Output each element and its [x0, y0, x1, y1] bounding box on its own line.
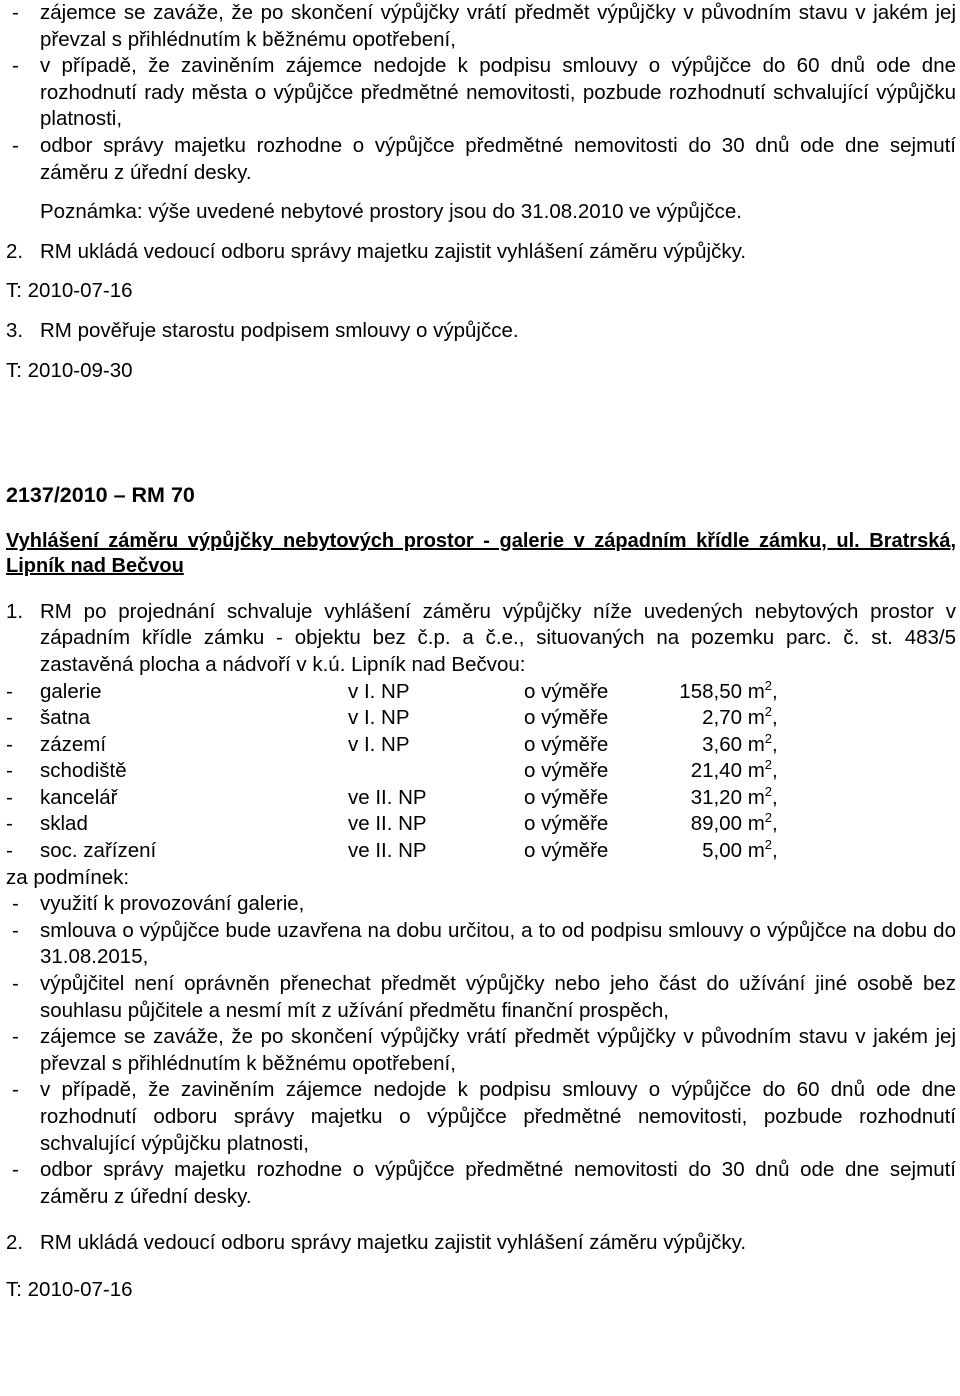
bullet-dash: -: [12, 918, 19, 942]
condition-text: smlouva o výpůjčce bude uzavřena na dobu určitou, a to od podpisu smlouvy o výpůjčce na dobu do 31.08.2015,: [40, 918, 956, 969]
room-area: 5,00: [702, 839, 742, 863]
room-row: [6, 785, 956, 812]
bullet-dash: -: [12, 972, 19, 996]
condition-text: výpůjčitel není oprávněn přenechat předmět výpůjčky nebo jeho část do užívání jiné osobě bez souhlasu půjčitele a nesmí mít z užívání předmětu finanční prospěch,: [40, 972, 956, 1022]
bullet-dash: -: [12, 1158, 19, 1182]
document-page: [6, 0, 956, 1304]
room-name: šatna: [40, 706, 91, 730]
room-floor: [348, 758, 524, 785]
rooms-list: [6, 679, 956, 865]
room-name: sklad: [40, 812, 88, 836]
condition-text: využití k provozování galerie,: [40, 892, 305, 916]
condition-item: [6, 918, 956, 971]
item-number: 2.: [6, 1231, 24, 1255]
room-area: 2,70: [702, 706, 742, 730]
bullet-text: zájemce se zaváže, že po skončení výpůjčky vrátí předmět výpůjčky v původním stavu v jakém jej převzal s přihlédnutím k běžnému opotřebení,: [40, 1, 956, 51]
room-floor: v I. NP: [348, 732, 410, 756]
condition-item: [6, 1077, 956, 1157]
room-row: [6, 732, 956, 759]
bullet-dash: -: [12, 54, 19, 78]
item-text: RM po projednání schvaluje vyhlášení záměru výpůjčky níže uvedených nebytových prostor v západním křídle zámku - objektu bez č.p. a č.e., situovaných na pozemku parc. č. st. 483/5 zastavěná plocha a nádvoří v k.ú. Lipník nad Bečvou:: [40, 599, 956, 676]
area-unit: $m^2$,: [747, 837, 778, 863]
item-3: [6, 318, 956, 345]
room-area: 21,40: [690, 759, 742, 783]
condition-text: odbor správy majetku rozhodne o výpůjčce předmětné nemovitosti do 30 dnů ode dne sejmutí záměru z úřední desky.: [40, 1158, 956, 1208]
item-text: RM ukládá vedoucí odboru správy majetku zajistit vyhlášení záměru výpůjčky.: [40, 1231, 747, 1255]
room-floor: ve II. NP: [348, 839, 427, 863]
resolution-number: 2137/2010 – RM 70: [6, 483, 195, 508]
room-row: [6, 838, 956, 865]
term: T: 2010-09-30: [6, 358, 133, 382]
bullet-dash: -: [12, 1078, 19, 1102]
condition-item: [6, 891, 956, 918]
item-text: RM ukládá vedoucí odboru správy majetku zajistit vyhlášení záměru výpůjčky.: [40, 239, 747, 263]
bullet-dash: -: [6, 732, 13, 756]
bullet-text: v případě, že zaviněním zájemce nedojde k podpisu smlouvy o výpůjčce do 60 dnů ode dne rozhodnutí rady města o výpůjčce předmětné nemovitosti, pozbude rozhodnutí schvalující výpůjčku platnosti,: [40, 54, 956, 131]
room-area: 158,50: [679, 679, 742, 703]
room-row: [6, 679, 956, 706]
room-name: galerie: [40, 679, 102, 703]
bullet-dash: -: [12, 133, 19, 157]
condition-item: [6, 1024, 956, 1077]
condition-text: v případě, že zaviněním zájemce nedojde k podpisu smlouvy o výpůjčce do 60 dnů ode dne rozhodnutí odboru správy majetku o výpůjčce předmětné nemovitosti, pozbude rozhodnutí schvalující výpůjčku platnosti,: [40, 1078, 956, 1155]
list-item: [6, 133, 956, 186]
area-label: o výměře: [524, 706, 609, 730]
room-name: zázemí: [40, 732, 107, 756]
term: T: 2010-07-16: [6, 1277, 133, 1301]
area-unit: $m^2$,: [747, 704, 778, 730]
room-name: kancelář: [40, 785, 118, 809]
room-area: 3,60: [702, 732, 742, 756]
area-unit: $m^2$,: [747, 677, 778, 703]
bullet-dash: -: [6, 812, 13, 836]
room-row: [6, 758, 956, 785]
item-number: 1.: [6, 599, 24, 623]
bullet-dash: -: [6, 679, 13, 703]
room-floor: ve II. NP: [348, 812, 427, 836]
term: T: 2010-07-16: [6, 279, 133, 303]
bullet-text: odbor správy majetku rozhodne o výpůjčce předmětné nemovitosti do 30 dnů ode dne sejmutí záměru z úřední desky.: [40, 133, 956, 184]
bullet-dash: -: [12, 1, 19, 24]
bullet-dash: -: [12, 1025, 19, 1049]
item-2: [6, 239, 956, 266]
resolution-title: Vyhlášení záměru výpůjčky nebytových prostor - galerie v západním křídle zámku, ul. Bratrská, Lipník nad Bečvou: [6, 529, 956, 577]
list-item: [6, 53, 956, 133]
room-floor: v I. NP: [348, 679, 410, 703]
room-area: 31,20: [690, 785, 742, 809]
bullet-dash: -: [6, 706, 13, 730]
item-number: 2.: [6, 239, 24, 263]
condition-item: [6, 1157, 956, 1210]
resolution-item-2: [6, 1230, 956, 1257]
area-label: o výměře: [524, 759, 609, 783]
room-row: [6, 705, 956, 732]
list-item: [6, 0, 956, 53]
area-label: o výměře: [524, 679, 609, 703]
area-unit: $m^2$,: [747, 757, 778, 783]
condition-item: [6, 971, 956, 1024]
conditions-label: za podmínek:: [6, 865, 130, 889]
area-label: o výměře: [524, 785, 609, 809]
room-row: [6, 811, 956, 838]
area-unit: $m^2$,: [747, 730, 778, 756]
room-floor: v I. NP: [348, 706, 410, 730]
area-label: o výměře: [524, 732, 609, 756]
conditions-list: [6, 891, 956, 1210]
bullet-dash: -: [6, 785, 13, 809]
room-area: 89,00: [690, 812, 742, 836]
bullet-dash: -: [12, 892, 19, 916]
area-label: o výměře: [524, 839, 609, 863]
bullet-dash: -: [6, 839, 13, 863]
room-name: soc. zařízení: [40, 839, 157, 863]
note: Poznámka: výše uvedené nebytové prostory jsou do 31.08.2010 ve výpůjčce.: [40, 200, 742, 224]
area-unit: $m^2$,: [747, 784, 778, 809]
area-unit: $m^2$,: [747, 810, 778, 836]
area-label: o výměře: [524, 812, 609, 836]
item-text: RM pověřuje starostu podpisem smlouvy o výpůjčce.: [40, 318, 519, 342]
bullet-dash: -: [6, 759, 13, 783]
item-number: 3.: [6, 318, 24, 342]
resolution-item-1: [6, 599, 956, 679]
room-name: schodiště: [40, 759, 127, 783]
room-floor: ve II. NP: [348, 785, 427, 809]
condition-text: zájemce se zaváže, že po skončení výpůjčky vrátí předmět výpůjčky v původním stavu v jakém jej převzal s přihlédnutím k běžnému opotřebení,: [40, 1025, 956, 1075]
